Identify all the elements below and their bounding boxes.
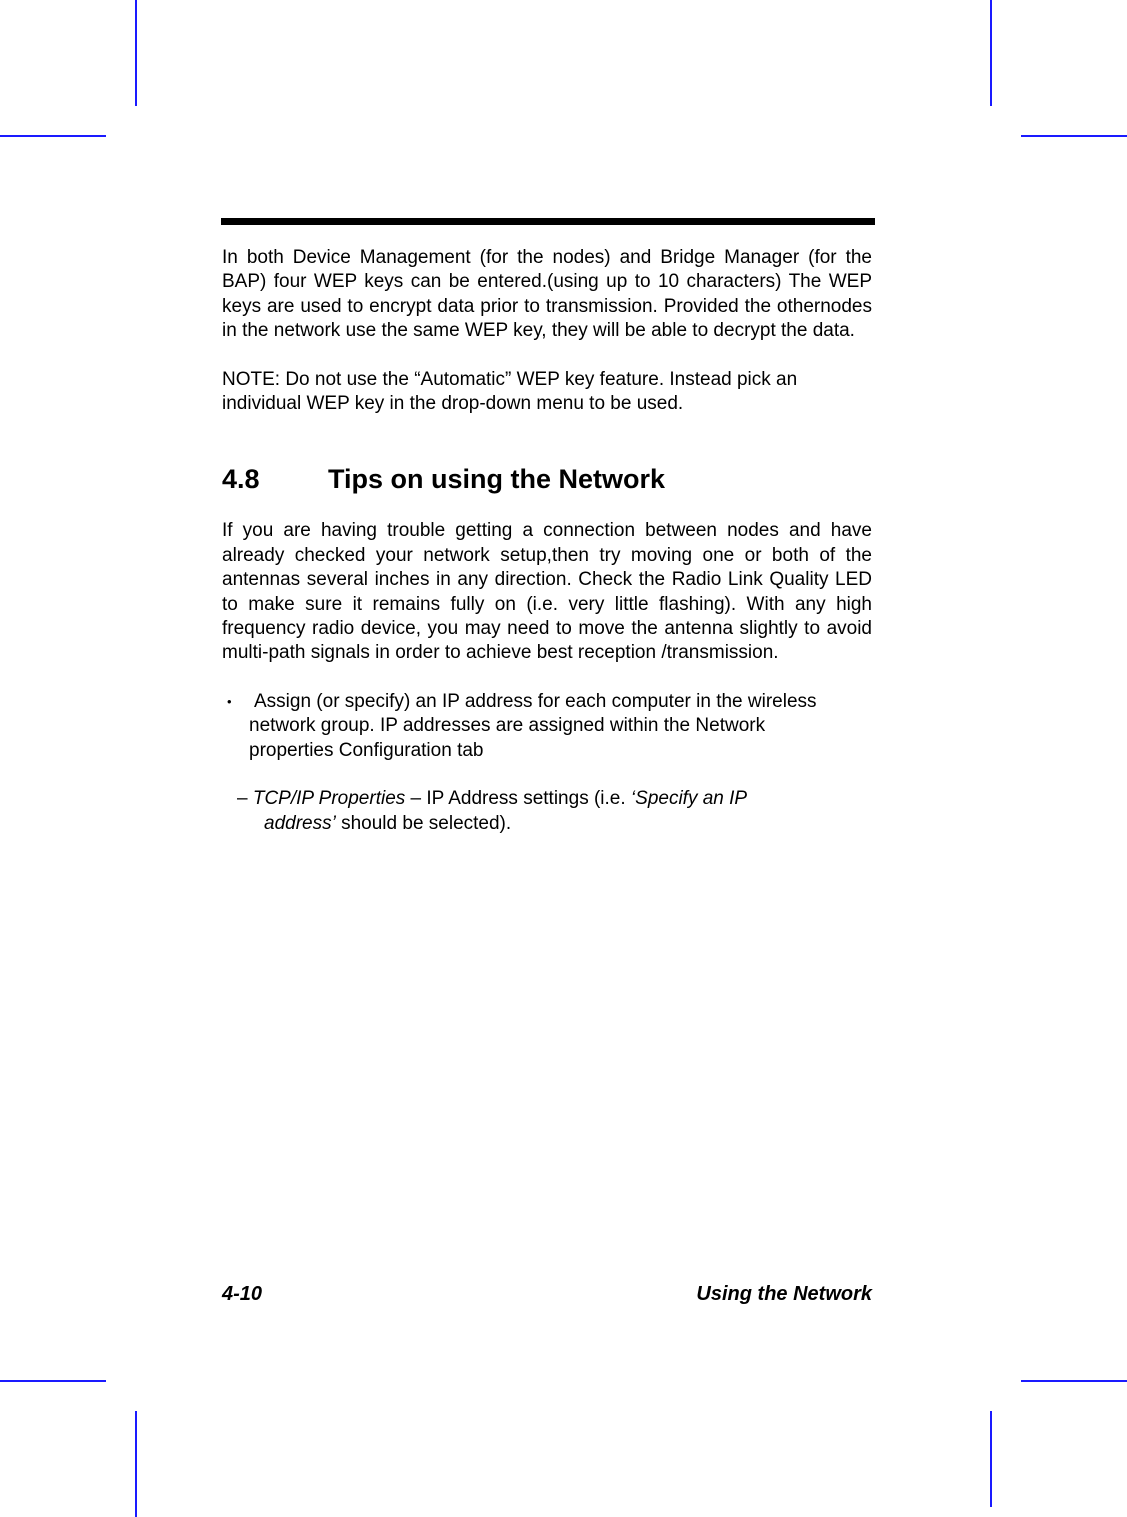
header-rule (221, 218, 875, 225)
bullet-marker: • (227, 693, 232, 709)
crop-mark-bottom-left-horizontal (0, 1380, 106, 1382)
crop-mark-bottom-right-horizontal (1021, 1380, 1127, 1382)
page-footer (222, 1283, 872, 1306)
note-line-2: individual WEP key in the drop-down menu to be used. (222, 393, 684, 415)
tips-paragraph: If you are having trouble getting a connection between nodes and have already checked your network setup,then try moving one or both of the antennas several inches in any direction. Check the Radio Link Quality LED to make sure it remains fully on (i.e. very little flashing). With any high frequency radio device, you may need to move the antenna slightly to avoid multi-path signals in order to achieve best reception /transmission. (222, 520, 872, 664)
sub-item-line-2 (237, 812, 872, 836)
bullet-line-1: Assign (or specify) an IP address for each computer in the wireless (254, 690, 817, 712)
bullet-text (249, 690, 872, 763)
section-number: 4.8 (222, 464, 260, 495)
tcpip-properties-label: TCP/IP Properties (252, 788, 406, 810)
sub-item-dash: – (237, 788, 253, 810)
sub-item-text-1: – IP Address settings (i.e. (405, 788, 631, 810)
crop-mark-top-left-vertical (135, 0, 137, 106)
note-line-1: NOTE: Do not use the “Automatic” WEP key feature. Instead pick an (222, 368, 798, 390)
bullet-line-3: properties Configuration tab (249, 739, 484, 761)
chapter-title: Using the Network (696, 1283, 872, 1305)
crop-mark-top-left-horizontal (0, 135, 106, 137)
section-heading (222, 464, 872, 494)
sub-item (222, 787, 872, 836)
spacer (222, 494, 872, 519)
bullet-item (222, 690, 872, 763)
bullet-line-2: network group. IP addresses are assigned within the Network (249, 715, 766, 737)
sub-item-text-2: should be selected). (335, 812, 512, 834)
crop-mark-bottom-left-vertical (135, 1411, 137, 1517)
note-paragraph (222, 368, 872, 417)
intro-paragraph: In both Device Management (for the nodes) and Bridge Manager (for the BAP) four WEP keys can be entered.(using up to 10 characters) The WEP keys are used to encrypt data prior to transmission. Provided the othernodes in the network use the same WEP key, they will be able to decrypt the data. (222, 247, 872, 342)
specify-ip-label-part-1: ‘Specify an IP (630, 788, 748, 810)
crop-mark-top-right-vertical (990, 0, 992, 106)
sub-item-line-1 (237, 787, 872, 811)
specify-ip-label-part-2: address’ (264, 812, 336, 834)
crop-mark-bottom-right-vertical (990, 1411, 992, 1507)
spacer (222, 344, 872, 368)
crop-mark-top-right-horizontal (1021, 135, 1127, 137)
section-title: Tips on using the Network (328, 464, 666, 495)
page-number: 4-10 (222, 1283, 263, 1305)
page-content (222, 246, 872, 836)
